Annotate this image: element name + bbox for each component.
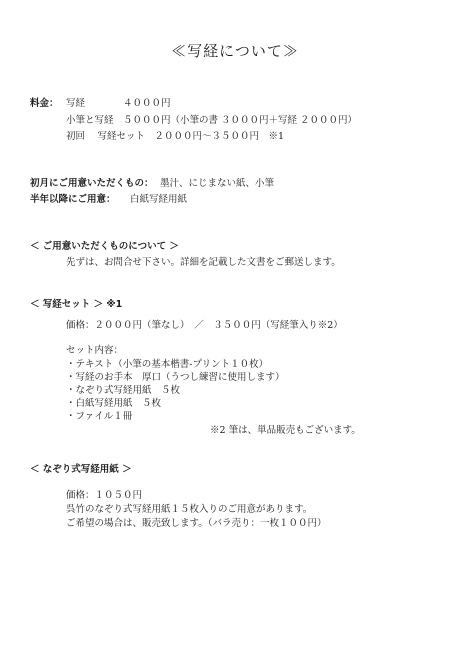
items-text: 先ずは、お問合せ下さい。詳細を記載した文書をご郵送します。 (66, 257, 341, 268)
fee-line-first: 初回 写経セット ２０００円～３５００円 ※1 (66, 131, 285, 142)
tracing-heading: ＜ なぞり式写経用紙 ＞ (30, 464, 132, 475)
items-heading: ＜ ご用意いただくものについて ＞ (30, 241, 179, 252)
first-month-value: 墨汁、にじまない紙、小筆 (160, 178, 275, 189)
fee-line-shakyo: 写経 ４０００円 (66, 98, 171, 109)
set-contents-item: ・テキスト（小筆の基本楷書-プリント１０枚） (66, 359, 269, 370)
first-month-label: 初月にご用意いただくもの： (30, 178, 154, 189)
set-contents-item: ・写経のお手本 厚口（うつし練習に使用します） (66, 372, 285, 383)
set-note: ※2 筆は、単品販売もございます。 (210, 425, 361, 436)
tracing-line: 呉竹のなぞり式写経用紙１５枚入りのご用意があります。 (66, 504, 313, 515)
fees-label: 料金： (30, 98, 59, 109)
set-contents-item: ・なぞり式写経用紙 ５枚 (66, 385, 181, 396)
set-contents-label: セット内容： (66, 345, 124, 356)
tracing-line: ご希望の場合は、販売致します。（バラ売り：一枚１００円） (66, 518, 327, 529)
half-year-label: 半年以降にご用意： (30, 194, 116, 205)
set-contents-item: ・白紙写経用紙 ５枚 (66, 398, 162, 409)
tracing-line: 価格：１０５０円 (66, 490, 143, 501)
set-contents-item: ・ファイル１冊 (66, 411, 133, 422)
half-year-value: 白紙写経用紙 (130, 194, 188, 205)
fee-line-kofude: 小筆と写経 ５０００円（小筆の書 ３０００円＋写経 ２０００円） (66, 115, 358, 126)
set-heading: ＜ 写経セット ＞ ※1 (30, 299, 123, 310)
set-price: 価格：２０００円（筆なし） ／ ３５００円（写経筆入り※2） (66, 320, 343, 331)
page-title: ≪写経について≫ (171, 42, 299, 60)
